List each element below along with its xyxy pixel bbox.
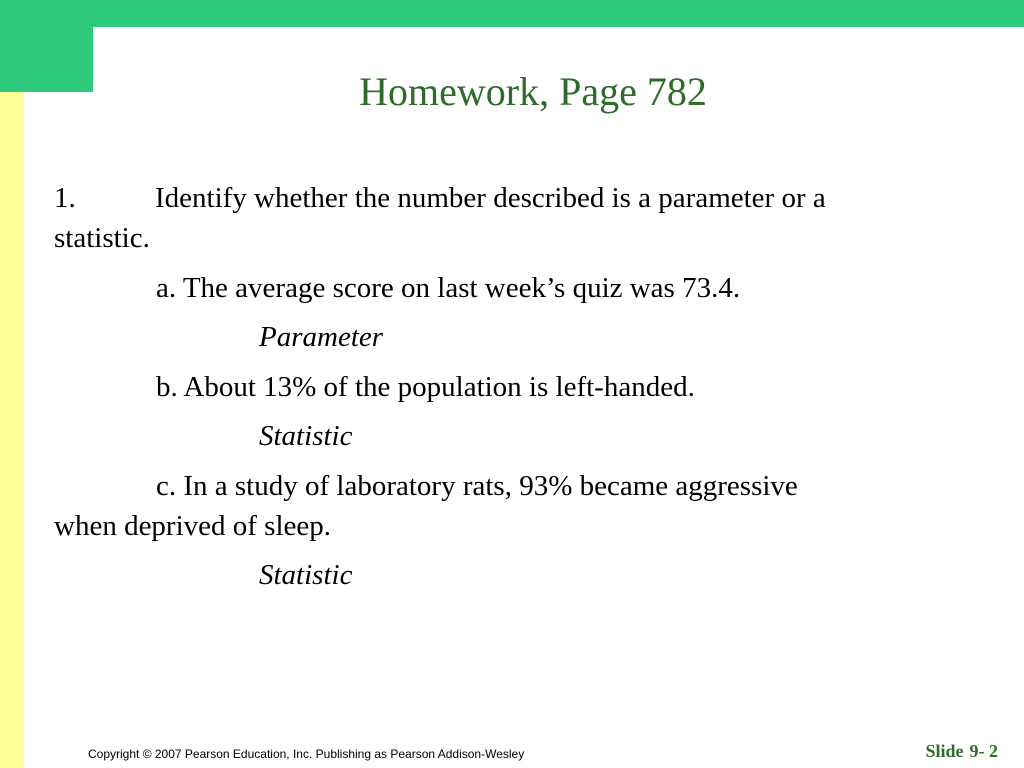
question-text: Identify whether the number described is a parameter or a [155,182,826,214]
left-accent-strip [0,92,24,768]
slide-title: Homework, Page 782 [359,69,707,114]
question-text-continuation: statistic. [54,222,150,254]
item-c-text: c. In a study of laboratory rats, 93% became aggressive [156,470,798,502]
item-b-text: b. About 13% of the population is left-handed. [156,371,695,403]
item-a-text: a. The average score on last week’s quiz was 73.4. [156,272,741,304]
slide-number-value: 9- 2 [969,741,998,761]
item-c-answer: Statistic [259,559,353,591]
top-accent-bar [0,0,1024,27]
item-c-text-continuation: when deprived of sleep. [54,510,332,542]
question-number: 1. [54,182,76,214]
item-a-answer: Parameter [259,321,384,353]
slide-label: Slide [925,741,964,761]
footer-copyright: Copyright © 2007 Pearson Education, Inc. Publishing as Pearson Addison-Wesley [88,747,525,761]
item-b-answer: Statistic [259,420,353,452]
footer-slide-number [925,740,998,762]
